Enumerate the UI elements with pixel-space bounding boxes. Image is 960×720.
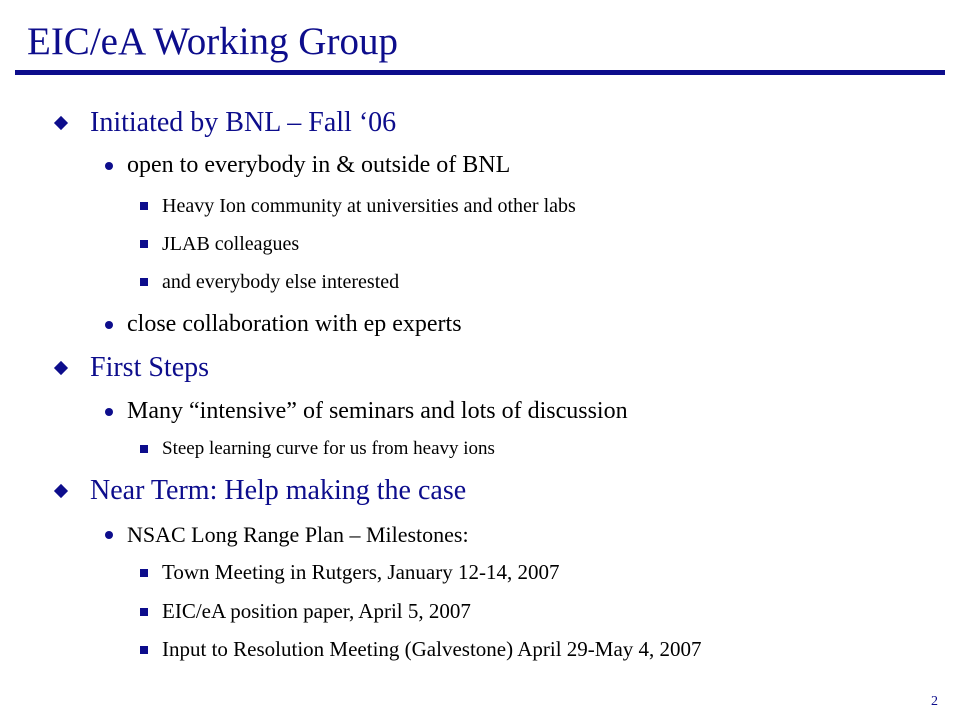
bullet-text: EIC/eA position paper, April 5, 2007 [162,599,471,623]
dot-bullet-icon [105,162,113,170]
diamond-bullet-icon [54,116,68,130]
bullet-text: and everybody else interested [162,271,400,293]
diamond-bullet-icon [54,484,68,498]
bullet-text: First Steps [90,352,210,383]
bullet-text: Input to Resolution Meeting (Galvestone) April 29-May 4, 2007 [162,637,702,661]
bullet-text: Town Meeting in Rutgers, January 12-14, 2007 [162,560,560,584]
dot-bullet-icon [105,321,113,329]
slide-title: EIC/eA Working Group [27,20,398,63]
bullet-text: JLAB colleagues [162,233,300,255]
bullet-text: Near Term: Help making the case [90,475,467,506]
bullet-text: Steep learning curve for us from heavy ions [162,438,495,459]
bullet-text: Initiated by BNL – Fall ‘06 [90,107,397,138]
bullet-text: open to everybody in & outside of BNL [127,152,511,178]
square-bullet-icon [140,646,148,654]
square-bullet-icon [140,202,148,210]
page-number: 2 [931,694,938,709]
bullet-text: close collaboration with ep experts [127,311,462,337]
bullet-text: NSAC Long Range Plan – Milestones: [127,522,469,547]
dot-bullet-icon [105,531,113,539]
bullet-text: Many “intensive” of seminars and lots of discussion [127,398,628,424]
square-bullet-icon [140,569,148,577]
square-bullet-icon [140,278,148,286]
dot-bullet-icon [105,408,113,416]
bullet-text: Heavy Ion community at universities and other labs [162,195,576,217]
square-bullet-icon [140,608,148,616]
diamond-bullet-icon [54,361,68,375]
title-divider [15,70,945,75]
square-bullet-icon [140,445,148,453]
square-bullet-icon [140,240,148,248]
